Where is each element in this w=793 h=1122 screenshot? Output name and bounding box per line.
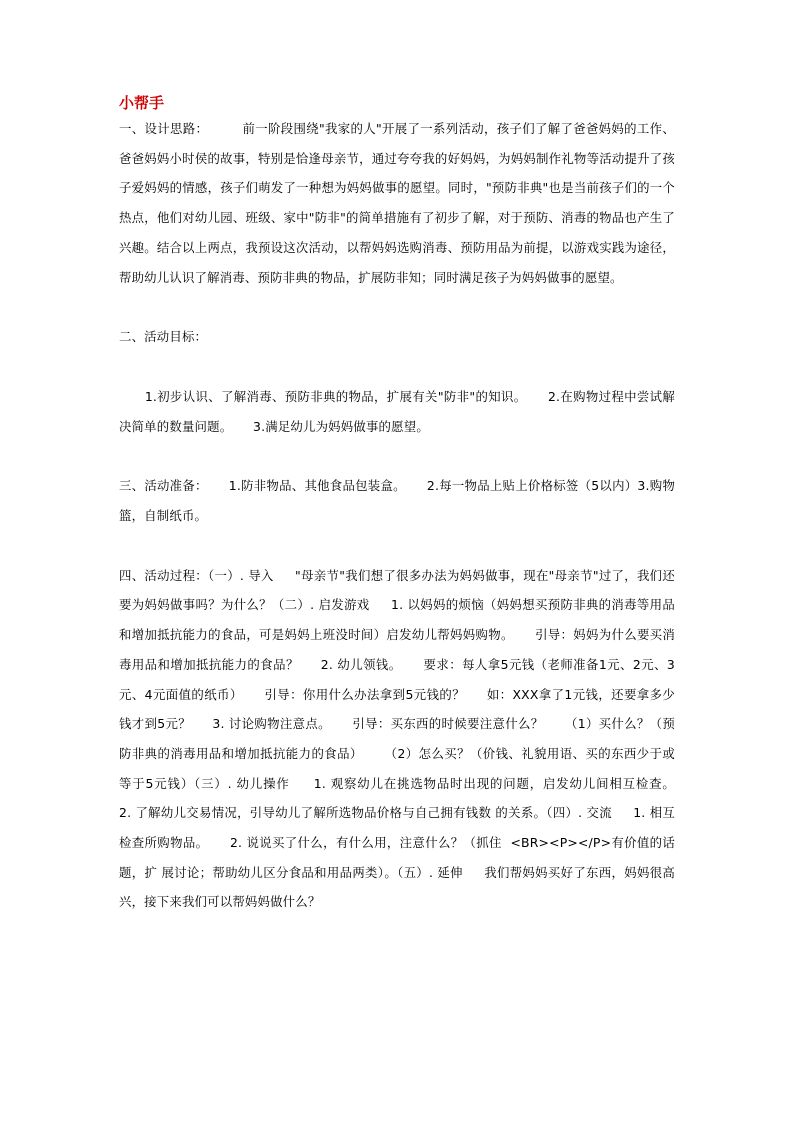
spacer: [119, 441, 675, 471]
goals-heading: 二、活动目标：: [119, 329, 208, 345]
preparation-paragraph: 三、活动准备： 1.防非物品、其他食品包装盒。 2.每一物品上贴上价格标签（5以内）3.购物篮，自制纸币。: [119, 478, 675, 524]
document-title: 小帮手: [119, 94, 165, 112]
design-ideas-paragraph: 一、设计思路： 前一阶段围绕"我家的人"开展了一系列活动，孩子们了解了爸爸妈妈的工作、爸爸妈妈小时侯的故事，特别是恰逢母亲节，通过夸夸我的好妈妈，为妈妈制作礼物等活动提升了孩子爱妈妈的情感，孩子们萌发了一种想为妈妈做事的愿望。同时，"预防非典"也是当前孩子们的一个热点，他们对幼儿园、班级、家中"防非"的简单措施有了初步了解，对于预防、消毒的物品也产生了兴趣。结合以上两点，我预设这次活动，以帮妈妈选购消毒、预防用品为前提，以游戏实践为途径，帮助幼儿认识了解消毒、预防非典的物品，扩展防非知；同时满足孩子为妈妈做事的愿望。: [119, 121, 675, 285]
spacer: [119, 292, 675, 322]
spacer: [119, 352, 675, 382]
document-page: [119, 92, 696, 917]
goals-paragraph: 1.初步认识、了解消毒、预防非典的物品，扩展有关"防非"的知识。 2.在购物过程中尝试解决简单的数量问题。 3.满足幼儿为妈妈做事的愿望。: [119, 388, 675, 434]
process-paragraph: 四、活动过程：（一）. 导入 "母亲节"我们想了很多办法为妈妈做事，现在"母亲节"过了，我们还要为妈妈做事吗？为什么？（二）. 启发游戏 1. 以妈妈的烦恼（妈妈想买预防非典的消毒等用品和增加抵抗能力的食品，可是妈妈上班没时间）启发幼儿帮妈妈购物。 引导：妈妈为什么要买消毒用品和增加抵抗能力的食品？ 2. 幼儿领钱。 要求：每人拿5元钱（老师准备1元、2元、3元、4元面值的纸币） 引导：你用什么办法拿到5元钱的？ 如：XXX拿了1元钱，还要拿多少钱才到5元？ 3. 讨论购物注意点。 引导：买东西的时候要注意什么？ （1）买什么？（预防非典的消毒用品和增加抵抗能力的食品） （2）怎么买？（价钱、礼貌用语、买的东西少于或等于5元钱）（三）. 幼儿操作 1. 观察幼儿在挑选物品时出现的问题，启发幼儿间相互检查。 2. 了解幼儿交易情况，引导幼儿了解所选物品价格与自己拥有钱数 的关系。（四）. 交流 1. 相互检查所购物品。 2. 说说买了什么，有什么用，注意什么？（抓住 <BR><P></P>有价值的话题，扩 展讨论；帮助幼儿区分食品和用品两类）。（五）. 延伸 我们帮妈妈买好了东西，妈妈很高兴，接下来我们可以帮妈妈做什么？: [119, 567, 696, 910]
spacer: [119, 531, 675, 561]
